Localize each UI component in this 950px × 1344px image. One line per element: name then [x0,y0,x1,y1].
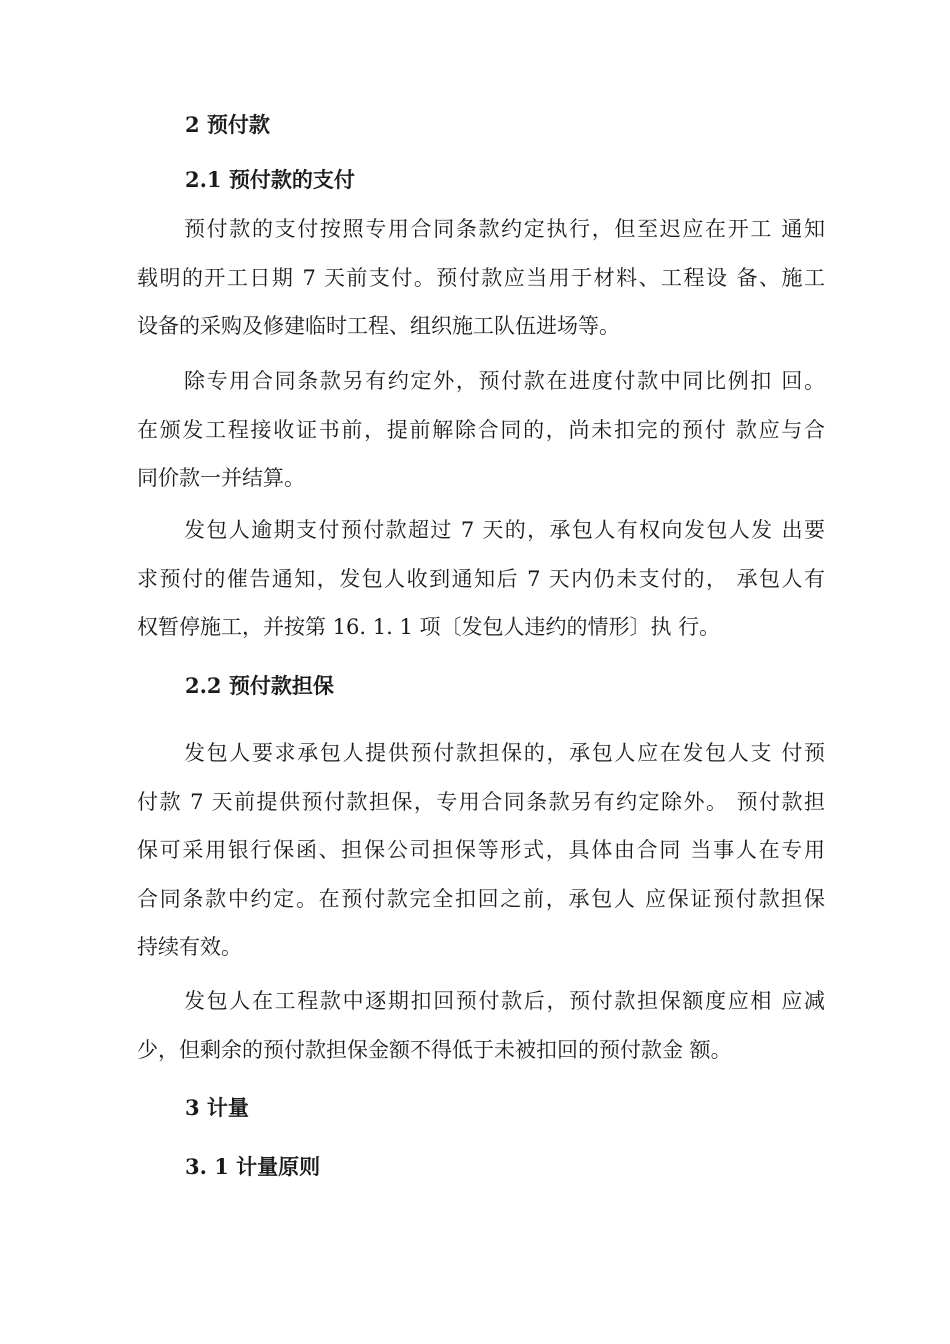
paragraph-line: 发包人逾期支付预付款超过 7 天的，承包人有权向发包人发 出要 [184,518,825,542]
paragraph-guarantee-reduction [137,977,825,1074]
section-heading-2-1: 2.1 预付款的支付 [185,167,355,192]
paragraph-line: 合同条款中约定。在预付款完全扣回之前，承包人 应保证预付款担保 [137,886,825,911]
section-heading-3-1: 3. 1 计量原则 [185,1154,321,1179]
paragraph-line: 同价款一并结算。 [137,466,305,490]
paragraph-line: 设备的采购及修建临时工程、组织施工队伍进场等。 [137,314,620,338]
section-heading-2-2: 2.2 预付款担保 [185,673,334,698]
paragraph-line: 在颁发工程接收证书前，提前解除合同的，尚未扣完的预付 款应与合 [137,417,825,442]
paragraph-line: 保可采用银行保函、担保公司担保等形式，具体由合同 当事人在专用 [137,838,825,862]
paragraph-line: 发包人要求承包人提供预付款担保的，承包人应在发包人支 付预 [184,741,825,765]
paragraph-line: 求预付的催告通知，发包人收到通知后 7 天内仍未支付的， 承包人有 [137,566,825,591]
paragraph-line: 付款 7 天前提供预付款担保，专用合同条款另有约定除外。 预付款担 [137,789,825,814]
section-heading-2: 2 预付款 [185,112,270,137]
paragraph-advance-payment [137,205,825,351]
paragraph-line: 预付款的支付按照专用合同条款约定执行，但至迟应在开工 通知 [184,217,825,241]
paragraph-line: 载明的开工日期 7 天前支付。预付款应当用于材料、工程设 备、施工 [137,265,825,290]
paragraph-line: 除专用合同条款另有约定外，预付款在进度付款中同比例扣 回。 [184,369,825,393]
paragraph-line: 少，但剩余的预付款担保金额不得低于未被扣回的预付款金 额。 [137,1037,732,1062]
paragraph-line: 持续有效。 [137,935,242,959]
section-heading-3: 3 计量 [185,1095,249,1120]
paragraph-line: 权暂停施工，并按第 16. 1. 1 项〔发包人违约的情形〕执 行。 [137,615,721,639]
paragraph-overdue-payment [137,506,825,652]
paragraph-deduction [137,357,825,503]
paragraph-line: 发包人在工程款中逐期扣回预付款后，预付款担保额度应相 应减 [184,989,825,1013]
paragraph-guarantee [137,729,825,972]
